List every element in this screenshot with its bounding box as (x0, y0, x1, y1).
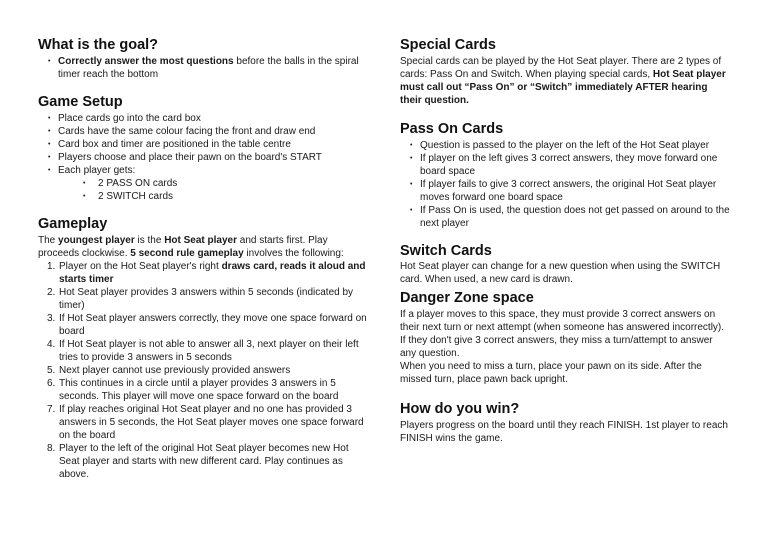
passon-item: • If player on the left gives 3 correct answers, they move forward one board space (400, 152, 730, 178)
intro-text: involves the following: (243, 248, 344, 259)
goal-item (38, 55, 368, 81)
special-heading: Special Cards (400, 37, 496, 53)
setup-list (38, 112, 368, 177)
setup-item: • Players choose and place their pawn on the board's START (38, 151, 368, 164)
passon-item: • If Pass On is used, the question does not get passed on around to the next player (400, 204, 730, 230)
intro-bold: 5 second rule gameplay (130, 248, 244, 259)
special-section (400, 36, 730, 107)
setup-item: • Place cards go into the card box (38, 112, 368, 125)
gameplay-step (38, 403, 368, 442)
goal-rest: before the balls in the spiral timer reach the bottom (58, 56, 359, 80)
win-text: Players progress on the board until they reach FINISH. 1st player to reach FINISH wins the game. (400, 420, 728, 444)
passon-item: • If player fails to give 3 correct answers, the original Hot Seat player moves forward one board space (400, 178, 730, 204)
step-number: 4. (47, 339, 56, 350)
passon-section (400, 120, 730, 230)
gameplay-intro (38, 234, 368, 260)
passon-item: • Question is passed to the player on the left of the Hot Seat player (400, 139, 730, 152)
danger-section (400, 289, 730, 386)
passon-heading: Pass On Cards (400, 121, 504, 137)
special-bold: Hot Seat player must call out “Pass On” or “Switch” immediately AFTER hearing their question. (400, 69, 726, 106)
step-number: 7. (47, 404, 56, 415)
goal-heading: What is the goal? (38, 37, 159, 53)
danger-text-1: If a player moves to this space, they must provide 3 correct answers on their next turn or next attempt (when someone has answered incorrectly). If they don't give 3 correct answers, they miss a turn/attempt to answer any question. (400, 309, 725, 359)
special-text (400, 55, 730, 107)
gameplay-step (38, 442, 368, 481)
setup-sub-list (38, 177, 368, 203)
gameplay-section (38, 215, 368, 481)
gameplay-heading: Gameplay (38, 216, 108, 232)
step-text: Hot Seat player provides 3 answers within 5 seconds (indicated by timer) (59, 287, 354, 311)
passon-list (400, 139, 730, 230)
step-number: 1. (47, 261, 56, 272)
step-number: 6. (47, 378, 56, 389)
left-column (38, 36, 368, 481)
step-number: 8. (47, 443, 56, 454)
step-text: Player on the Hot Seat player's right (59, 261, 222, 272)
gameplay-step (38, 364, 368, 377)
setup-item: • Card box and timer are positioned in the table centre (38, 138, 368, 151)
setup-sub-item: • 2 SWITCH cards (38, 190, 368, 203)
switch-text: Hot Seat player can change for a new question when using the SWITCH card. When used, a new card is drawn. (400, 261, 721, 285)
gameplay-step (38, 312, 368, 338)
danger-heading: Danger Zone space (400, 290, 534, 306)
intro-text: is the (134, 235, 165, 246)
intro-bold: youngest player (58, 235, 135, 246)
win-heading: How do you win? (400, 401, 520, 417)
step-text: Player to the left of the original Hot Seat player becomes new Hot Seat player and starts with new different card. Play continues as above. (59, 443, 349, 480)
step-number: 5. (47, 365, 56, 376)
goal-list (38, 55, 368, 81)
win-section (400, 400, 730, 445)
step-text: Next player cannot use previously provided answers (59, 365, 291, 376)
goal-section (38, 36, 368, 81)
gameplay-steps (38, 260, 368, 481)
setup-section (38, 93, 368, 203)
step-text: If play reaches original Hot Seat player and no one has provided 3 answers in 5 seconds, the Hot Seat player moves one space forward on the board (59, 404, 364, 441)
step-text: If Hot Seat player answers correctly, they move one space forward on board (59, 313, 367, 337)
switch-heading: Switch Cards (400, 243, 492, 259)
right-column (400, 36, 730, 445)
step-text: If Hot Seat player is not able to answer all 3, next player on their left tries to provide 3 answers in 5 seconds (59, 339, 359, 363)
special-plain: Special cards can be played by the Hot Seat player. There are 2 types of cards: Pass On and Switch. When playing special cards, (400, 56, 722, 80)
gameplay-step (38, 286, 368, 312)
setup-heading: Game Setup (38, 94, 123, 110)
setup-sub-item: • 2 PASS ON cards (38, 177, 368, 190)
intro-text: The (38, 235, 59, 246)
gameplay-step (38, 338, 368, 364)
gameplay-step (38, 377, 368, 403)
gameplay-step (38, 260, 368, 286)
intro-text: and starts first. Play proceeds clockwise. (38, 235, 328, 259)
switch-section (400, 242, 730, 286)
setup-item: • Cards have the same colour facing the front and draw end (38, 125, 368, 138)
step-number: 2. (47, 287, 56, 298)
step-number: 3. (47, 313, 56, 324)
step-bold: draws card, reads it aloud and starts timer (59, 261, 366, 285)
intro-bold: Hot Seat player (164, 235, 237, 246)
setup-item: • Each player gets: (38, 164, 368, 177)
danger-text-2: When you need to miss a turn, place your pawn on its side. After the missed turn, place pawn back upright. (400, 361, 702, 385)
goal-bold: Correctly answer the most questions (58, 56, 234, 67)
step-text: This continues in a circle until a player provides 3 answers in 5 seconds. This player will move one space forward on the board (59, 378, 339, 402)
